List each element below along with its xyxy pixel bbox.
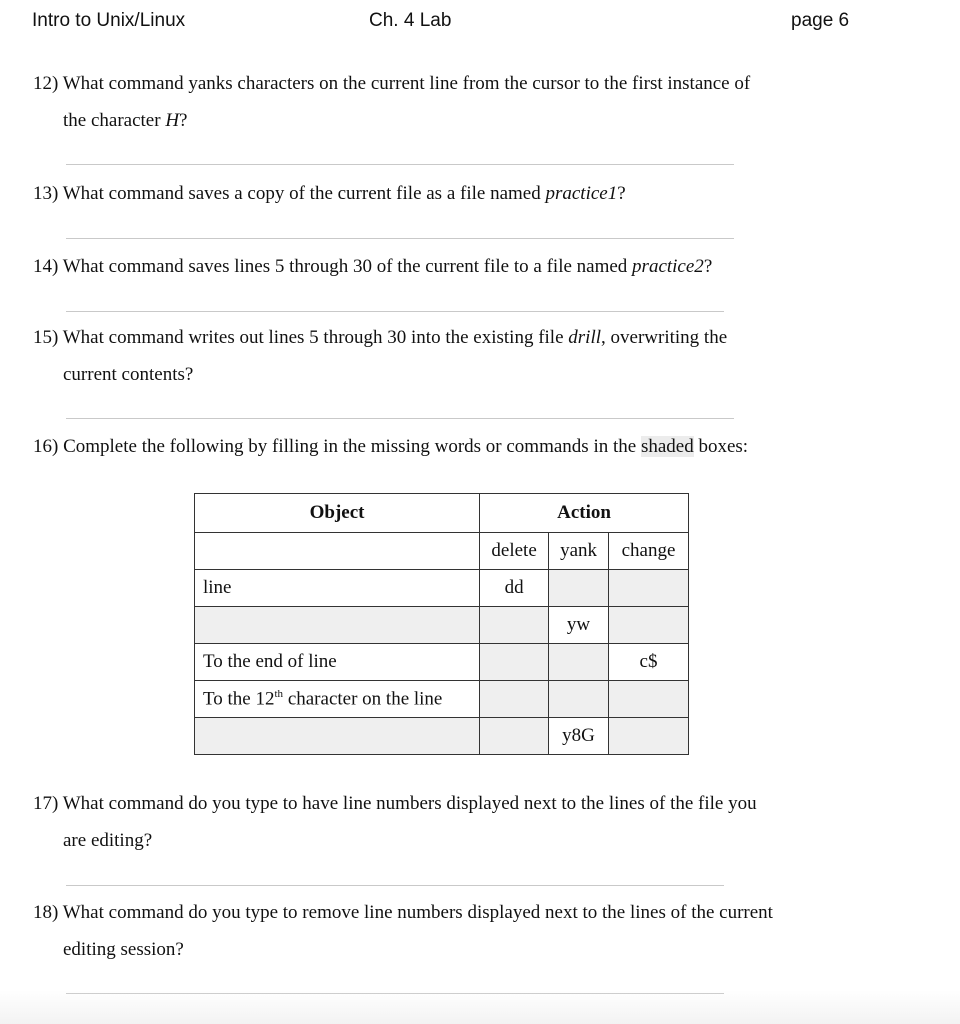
question-text-continued: current contents? (63, 364, 194, 385)
yank-cell[interactable] (549, 570, 609, 607)
delete-cell[interactable] (480, 681, 549, 718)
delete-header: delete (480, 533, 549, 570)
object-cell[interactable] (195, 718, 480, 755)
yank-cell: y8G (549, 718, 609, 755)
table-row (195, 570, 689, 607)
question-number: 16) (33, 436, 59, 457)
question-number: 13) (33, 183, 59, 204)
change-cell[interactable] (609, 718, 689, 755)
change-header: change (609, 533, 689, 570)
question-number: 17) (33, 793, 59, 814)
question-16: 16) Complete the following by filling in the missing words or commands in the shaded boxes: (33, 436, 749, 457)
question-text: What command yanks characters on the current line from the cursor to the first instance of (62, 73, 751, 94)
object-cell: To the end of line (195, 644, 480, 681)
answer-line-12[interactable] (66, 164, 734, 165)
question-number: 15) (33, 327, 59, 348)
answer-line-14[interactable] (66, 311, 724, 312)
question-text-continued: are editing? (63, 830, 153, 851)
yank-cell: yw (549, 607, 609, 644)
question-14: 14) What command saves lines 5 through 30 of the current file to a file named practice2? (33, 256, 713, 277)
question-number: 18) (33, 902, 59, 923)
answer-line-17[interactable] (66, 885, 724, 886)
vi-commands-table (194, 493, 689, 755)
question-13: 13) What command saves a copy of the current file as a file named practice1? (33, 183, 626, 204)
question-18: 18) What command do you type to remove line numbers displayed next to the lines of the current editing session? (33, 902, 773, 960)
object-cell: line (195, 570, 480, 607)
shaded-word: shaded (640, 436, 694, 457)
delete-cell[interactable] (480, 644, 549, 681)
table-row (195, 607, 689, 644)
page-number: page 6 (791, 10, 850, 31)
action-header: Action (480, 494, 689, 533)
change-cell[interactable] (609, 570, 689, 607)
question-number: 14) (33, 256, 59, 277)
table-row (195, 644, 689, 681)
question-17: 17) What command do you type to have line numbers displayed next to the lines of the file you are editing? (33, 793, 757, 851)
delete-cell[interactable] (480, 607, 549, 644)
question-number: 12) (33, 73, 59, 94)
delete-cell[interactable] (480, 718, 549, 755)
change-cell: c$ (609, 644, 689, 681)
course-title: Intro to Unix/Linux (32, 10, 186, 31)
question-text-continued: editing session? (63, 939, 184, 960)
answer-line-15[interactable] (66, 418, 734, 419)
object-cell[interactable] (195, 607, 480, 644)
table-row (195, 681, 689, 718)
answer-line-13[interactable] (66, 238, 734, 239)
object-header: Object (195, 494, 480, 533)
question-text-continued: the character H? (63, 110, 188, 131)
empty-cell (195, 533, 480, 570)
object-cell: To the 12th character on the line (195, 681, 480, 718)
chapter-label: Ch. 4 Lab (369, 10, 452, 31)
change-cell[interactable] (609, 681, 689, 718)
yank-header: yank (549, 533, 609, 570)
question-12 (33, 72, 751, 131)
delete-cell: dd (480, 570, 549, 607)
question-15: 15) What command writes out lines 5 through 30 into the existing file drill, overwriting the current contents? (33, 327, 728, 385)
table-row (195, 718, 689, 755)
yank-cell[interactable] (549, 644, 609, 681)
yank-cell[interactable] (549, 681, 609, 718)
change-cell[interactable] (609, 607, 689, 644)
page-bottom-shadow (0, 990, 960, 1024)
